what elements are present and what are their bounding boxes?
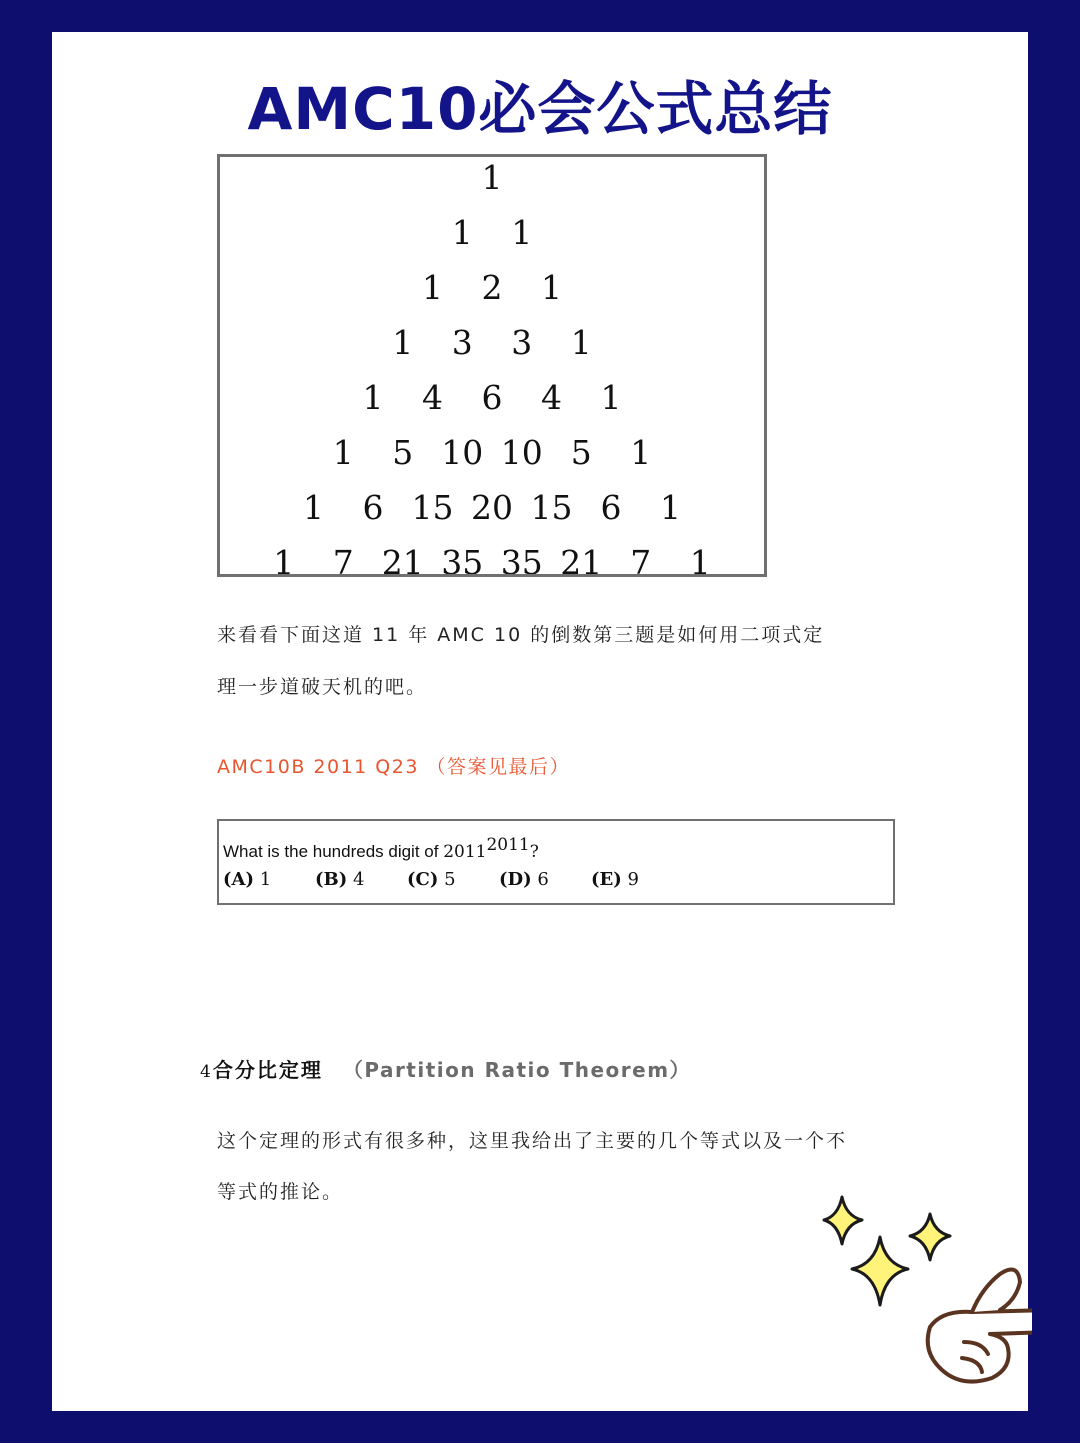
pascal-entry: 21 bbox=[381, 543, 424, 577]
pascal-entry: 7 bbox=[630, 543, 652, 577]
pascal-entry: 15 bbox=[411, 488, 454, 527]
pascal-entry: 21 bbox=[560, 543, 603, 577]
pointing-hand-icon bbox=[928, 1270, 1032, 1382]
answer-choice bbox=[591, 869, 683, 890]
answer-choice bbox=[499, 869, 591, 890]
page-sheet bbox=[52, 32, 1028, 1411]
choice-letter: (E) bbox=[591, 869, 622, 890]
pascal-entry: 2 bbox=[481, 268, 503, 307]
pascal-entry: 1 bbox=[422, 268, 443, 307]
question-exponent: 2011 bbox=[486, 835, 530, 855]
choice-value: 5 bbox=[438, 869, 456, 890]
answer-choice bbox=[407, 869, 499, 890]
pascal-entry: 20 bbox=[471, 488, 513, 527]
pascal-entry: 7 bbox=[332, 543, 354, 577]
pascal-triangle-figure bbox=[217, 154, 767, 577]
pascal-entry: 4 bbox=[422, 378, 443, 417]
question-mark: ? bbox=[529, 842, 539, 862]
pascal-entry: 10 bbox=[500, 433, 543, 472]
pascal-entry: 6 bbox=[600, 488, 622, 527]
choice-value: 9 bbox=[621, 869, 639, 890]
page-title: AMC10必会公式总结 bbox=[247, 75, 833, 143]
pascal-entry: 15 bbox=[530, 488, 573, 527]
pascal-entry: 1 bbox=[570, 323, 592, 362]
section-number: 4 bbox=[200, 1062, 211, 1082]
pascal-entry: 1 bbox=[630, 433, 652, 472]
pascal-entry: 1 bbox=[273, 543, 295, 577]
pascal-entry: 4 bbox=[541, 378, 562, 417]
answer-choice bbox=[315, 869, 407, 890]
pascal-entry: 35 bbox=[500, 543, 543, 577]
section-text-line-2: 等式的推论。 bbox=[217, 1181, 344, 1203]
choice-value: 1 bbox=[254, 869, 272, 890]
pascal-entry: 1 bbox=[392, 323, 414, 362]
answer-choices bbox=[223, 869, 683, 890]
pascal-entry: 1 bbox=[541, 268, 562, 307]
question-box bbox=[217, 819, 895, 905]
section-title-zh: 合分比定理 bbox=[212, 1058, 323, 1082]
problem-reference: AMC10B 2011 Q23 （答案见最后） bbox=[217, 756, 570, 778]
pascal-entry: 5 bbox=[570, 433, 592, 472]
pascal-entry: 1 bbox=[451, 213, 473, 252]
choice-letter: (D) bbox=[499, 869, 532, 890]
choice-value: 6 bbox=[531, 869, 549, 890]
pascal-entry: 3 bbox=[511, 323, 533, 362]
answer-choice bbox=[223, 869, 315, 890]
choice-letter: (B) bbox=[315, 869, 348, 890]
section-text-line-1: 这个定理的形式有很多种，这里我给出了主要的几个等式以及一个不 bbox=[217, 1130, 848, 1152]
pascal-entry: 3 bbox=[451, 323, 473, 362]
pascal-entry: 1 bbox=[362, 378, 384, 417]
choice-letter: (C) bbox=[407, 869, 439, 890]
pascal-entry: 5 bbox=[392, 433, 414, 472]
pascal-entry: 6 bbox=[481, 378, 503, 417]
pascal-entry: 10 bbox=[441, 433, 484, 472]
section-title-en: （Partition Ratio Theorem） bbox=[342, 1058, 692, 1082]
question-base: 2011 bbox=[443, 842, 487, 862]
section-heading bbox=[200, 1054, 691, 1083]
pascal-entry: 1 bbox=[660, 488, 681, 527]
pascal-entry: 1 bbox=[511, 213, 533, 252]
intro-line-2: 理一步道破天机的吧。 bbox=[217, 676, 428, 698]
pascal-entry: 6 bbox=[362, 488, 384, 527]
question-prompt: What is the hundreds digit of bbox=[223, 842, 439, 861]
pascal-entry: 1 bbox=[481, 158, 503, 197]
choice-letter: (A) bbox=[223, 869, 254, 890]
pascal-entry: 1 bbox=[332, 433, 354, 472]
choice-value: 4 bbox=[347, 869, 365, 890]
pascal-entry: 35 bbox=[441, 543, 484, 577]
sparkle-pointing-hand-icon bbox=[822, 1192, 1032, 1392]
pascal-entry: 1 bbox=[689, 543, 711, 577]
pascal-entry: 1 bbox=[600, 378, 622, 417]
question-text bbox=[223, 835, 539, 862]
pascal-entry: 1 bbox=[303, 488, 324, 527]
intro-line-1: 来看看下面这道 11 年 AMC 10 的倒数第三题是如何用二项式定 bbox=[217, 624, 825, 646]
sparkle-icon bbox=[824, 1197, 950, 1305]
